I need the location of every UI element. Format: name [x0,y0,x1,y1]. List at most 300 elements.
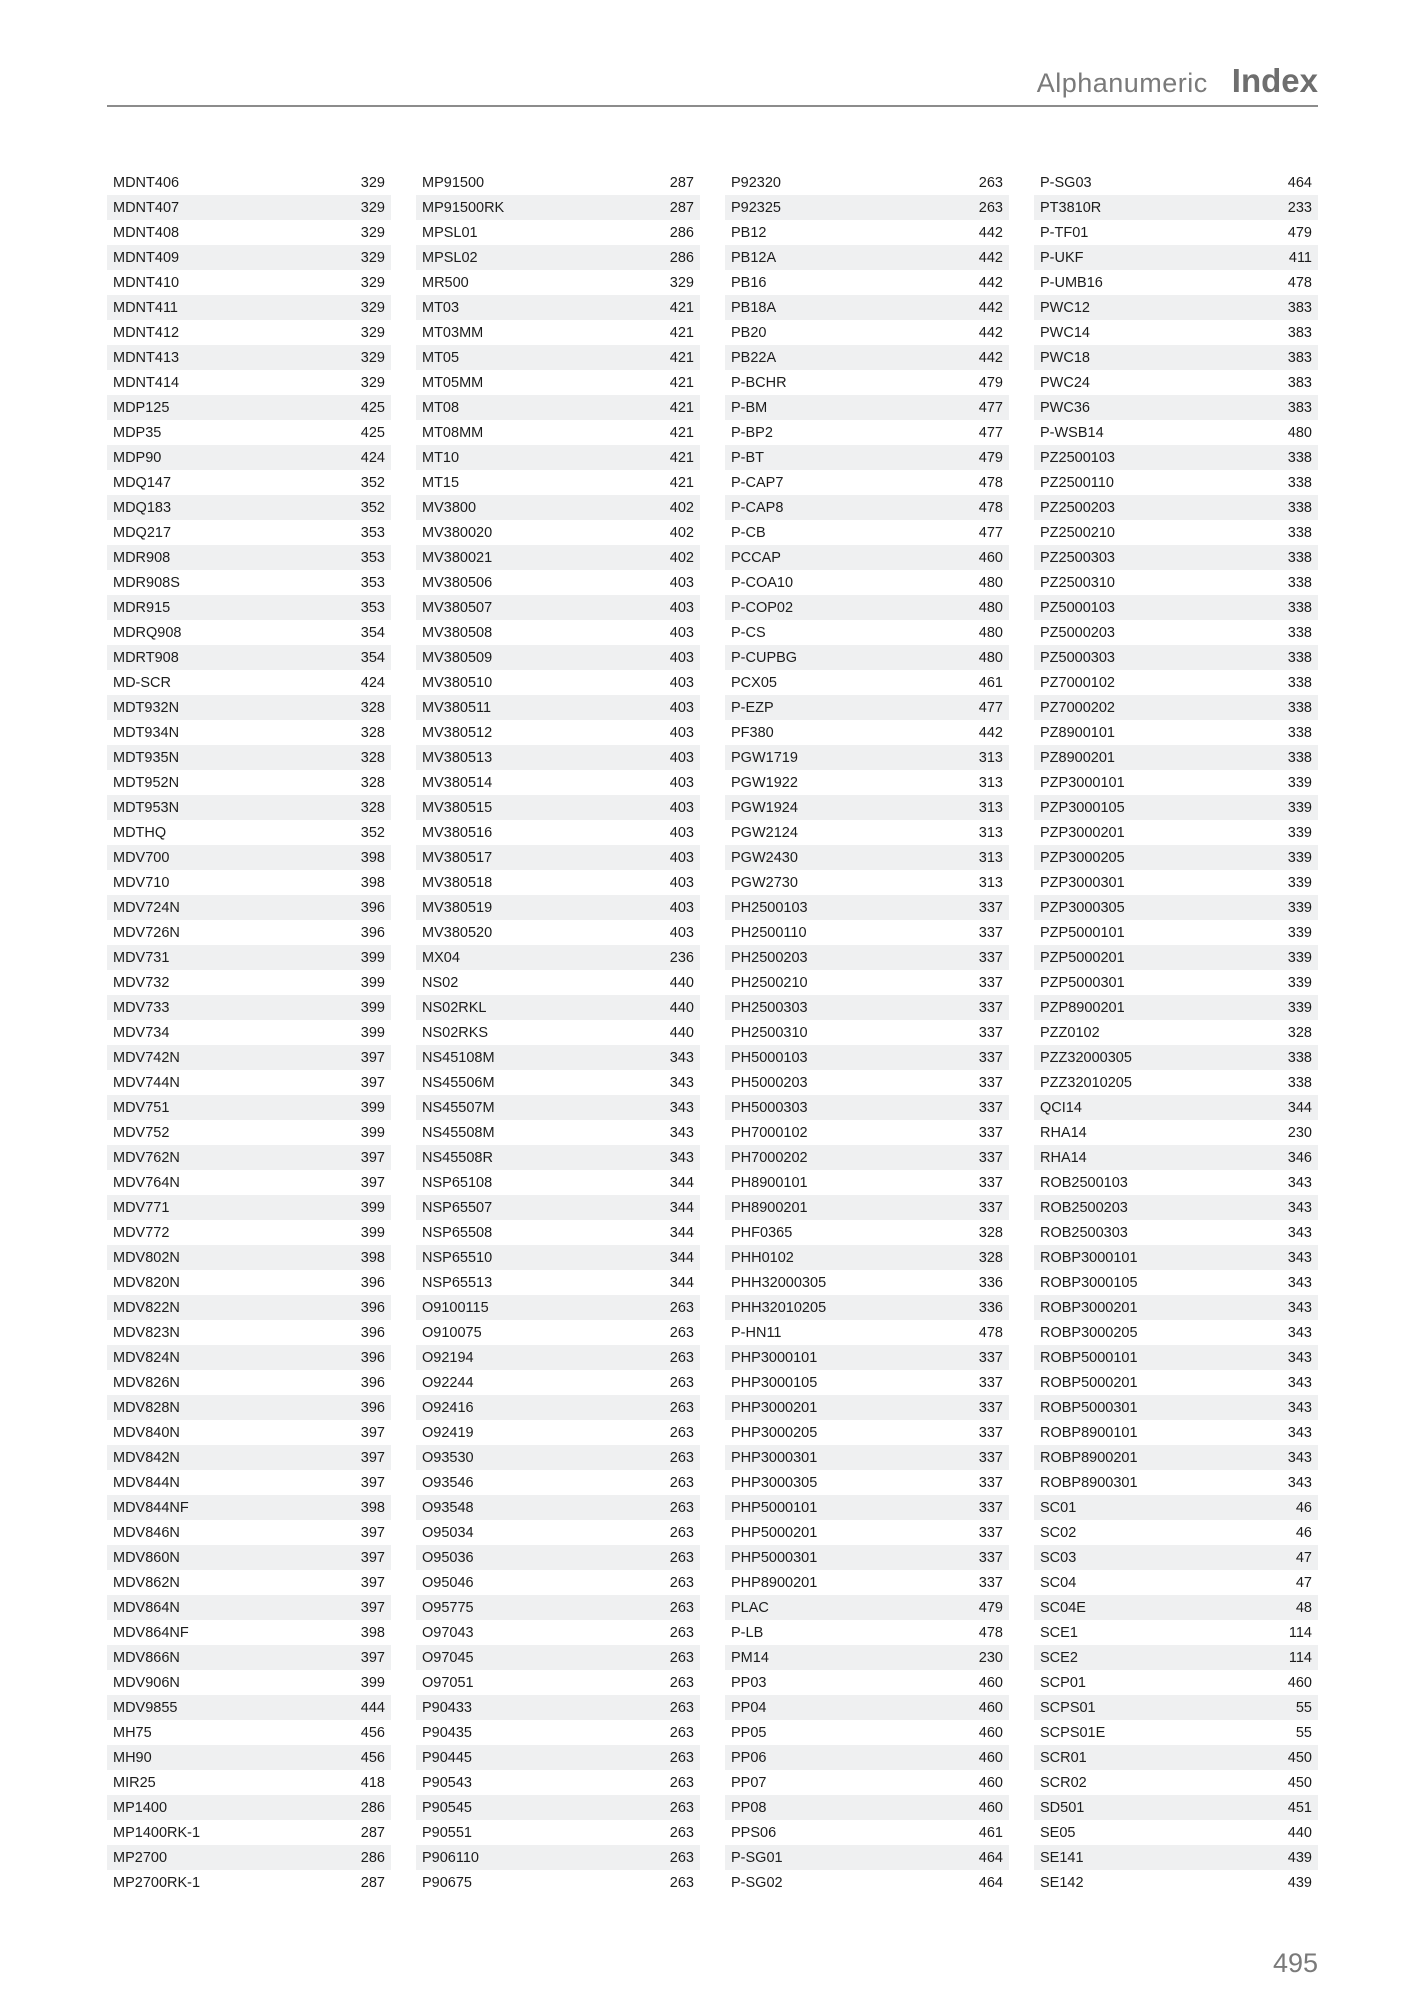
index-entry [725,970,1009,995]
index-entry [107,395,391,420]
index-entry [1034,1745,1318,1770]
page-ref: 263 [669,1449,694,1466]
part-number: ROB2500203 [1040,1199,1128,1216]
page-ref: 403 [669,849,694,866]
part-number: SCE2 [1040,1649,1078,1666]
index-entry [1034,570,1318,595]
page-ref: 328 [978,1224,1003,1241]
page-ref: 337 [978,1449,1003,1466]
page-ref: 329 [360,199,385,216]
part-number: P90433 [422,1699,472,1716]
page-ref: 403 [669,724,694,741]
index-entry [416,970,700,995]
index-entry [107,1820,391,1845]
index-entry [107,1420,391,1445]
index-entry [416,1845,700,1870]
part-number: PZP3000205 [1040,849,1125,866]
page-ref: 403 [669,924,694,941]
index-entry [107,970,391,995]
index-entry [107,520,391,545]
part-number: ROBP5000101 [1040,1349,1138,1366]
index-entry [725,545,1009,570]
part-number: MDQ147 [113,474,172,491]
index-entry [416,1445,700,1470]
index-entry [416,1595,700,1620]
part-number: MP2700RK-1 [113,1874,201,1891]
page-ref: 337 [978,1399,1003,1416]
part-number: PZP3000305 [1040,899,1125,916]
part-number: NS45508M [422,1124,495,1141]
index-entry [725,1870,1009,1895]
index-entry [416,1720,700,1745]
part-number: PHF0365 [731,1224,793,1241]
index-entry [725,195,1009,220]
index-entry [107,295,391,320]
part-number: MT03 [422,299,460,316]
part-number: MDV710 [113,874,170,891]
page-ref: 402 [669,524,694,541]
page-ref: 353 [360,574,385,591]
part-number: PPS06 [731,1824,777,1841]
page-ref: 403 [669,599,694,616]
index-entry [107,620,391,645]
page-ref: 263 [669,1874,694,1891]
index-entry [725,1670,1009,1695]
part-number: O97051 [422,1674,474,1691]
page-ref: 464 [978,1849,1003,1866]
part-number: PHP3000101 [731,1349,818,1366]
page-ref: 263 [669,1624,694,1641]
part-number: MDV822N [113,1299,180,1316]
index-entry [725,1070,1009,1095]
part-number: RHA14 [1040,1124,1087,1141]
part-number: ROBP5000201 [1040,1374,1138,1391]
page-ref: 398 [360,874,385,891]
index-entry [725,470,1009,495]
index-entry [1034,445,1318,470]
index-entry [725,295,1009,320]
page-ref: 399 [360,1224,385,1241]
index-entry [107,1595,391,1620]
index-entry [725,1020,1009,1045]
part-number: MDV771 [113,1199,170,1216]
part-number: MV380506 [422,574,493,591]
part-number: SC04E [1040,1599,1086,1616]
part-number: MDV734 [113,1024,170,1041]
index-entry [725,1270,1009,1295]
part-number: MDNT406 [113,174,180,191]
page-ref: 424 [360,674,385,691]
page-header [1037,62,1318,100]
index-entry [416,570,700,595]
part-number: MV380519 [422,899,493,916]
part-number: PWC18 [1040,349,1090,366]
index-entry [1034,670,1318,695]
part-number: PH8900101 [731,1174,808,1191]
page-ref: 396 [360,1374,385,1391]
page-ref: 313 [978,749,1003,766]
index-entry [416,595,700,620]
index-entry [1034,170,1318,195]
part-number: PZ7000102 [1040,674,1115,691]
page-ref: 343 [1287,1449,1312,1466]
part-number: MT15 [422,474,460,491]
part-number: PZ2500303 [1040,549,1115,566]
index-entry [1034,1120,1318,1145]
index-entry [725,1320,1009,1345]
page-ref: 411 [1288,249,1312,266]
page-ref: 263 [669,1649,694,1666]
index-entry [1034,1395,1318,1420]
part-number: PP07 [731,1774,767,1791]
header-title: Index [1231,62,1318,99]
page-ref: 354 [360,649,385,666]
part-number: PHP3000205 [731,1424,818,1441]
index-entry [416,1670,700,1695]
page-ref: 263 [669,1424,694,1441]
part-number: MP91500RK [422,199,505,216]
page-ref: 337 [978,1374,1003,1391]
page-ref: 460 [978,549,1003,566]
part-number: MDV823N [113,1324,180,1341]
part-number: PZP3000201 [1040,824,1125,841]
page-ref: 338 [1287,524,1312,541]
index-entry [416,1395,700,1420]
index-entry [1034,1245,1318,1270]
index-entry [725,695,1009,720]
index-entry [1034,995,1318,1020]
part-number: PB20 [731,324,767,341]
index-entry [416,820,700,845]
index-entry [416,1470,700,1495]
part-number: PWC14 [1040,324,1090,341]
part-number: MDV820N [113,1274,180,1291]
part-number: MDV844NF [113,1499,189,1516]
page-ref: 480 [978,574,1003,591]
index-entry [107,545,391,570]
part-number: MDV844N [113,1474,180,1491]
index-entry [107,1120,391,1145]
index-entry [107,1445,391,1470]
index-entry [416,370,700,395]
part-number: PZ2500210 [1040,524,1115,541]
part-number: O92244 [422,1374,474,1391]
part-number: NS02RKL [422,999,487,1016]
page-ref: 403 [669,799,694,816]
index-entry [1034,645,1318,670]
index-entry [416,520,700,545]
part-number: PP04 [731,1699,767,1716]
index-entry [725,1595,1009,1620]
index-entry [416,1795,700,1820]
part-number: P-SG01 [731,1849,783,1866]
page-ref: 263 [669,1674,694,1691]
part-number: MDR915 [113,599,171,616]
part-number: MP91500 [422,174,485,191]
part-number: P-BT [731,449,765,466]
page-ref: 399 [360,1199,385,1216]
page-ref: 337 [978,949,1003,966]
index-entry [107,1045,391,1070]
page-ref: 339 [1287,849,1312,866]
index-entry [107,170,391,195]
index-entry [1034,1370,1318,1395]
page-ref: 343 [1287,1174,1312,1191]
index-entry [107,1745,391,1770]
page-number: 495 [1272,1948,1318,1978]
part-number: ROBP3000205 [1040,1324,1138,1341]
index-entry [416,1170,700,1195]
part-number: MDV772 [113,1224,170,1241]
index-column [416,170,700,1895]
page-ref: 343 [1287,1324,1312,1341]
page-ref: 464 [1287,174,1312,191]
index-entry [107,1645,391,1670]
index-entry [416,1120,700,1145]
page-ref: 263 [669,1724,694,1741]
index-entry [1034,370,1318,395]
page-ref: 286 [669,224,694,241]
part-number: PZ7000202 [1040,699,1115,716]
part-number: MV380517 [422,849,493,866]
page-ref: 397 [360,1149,385,1166]
page-ref: 421 [669,449,694,466]
index-entry [416,1095,700,1120]
page-ref: 47 [1295,1549,1312,1566]
index-entry [725,1145,1009,1170]
page-ref: 328 [978,1249,1003,1266]
page-ref: 337 [978,899,1003,916]
page-ref: 396 [360,1324,385,1341]
page-ref: 336 [978,1274,1003,1291]
index-entry [725,1695,1009,1720]
index-entry [107,1345,391,1370]
index-entry [725,1770,1009,1795]
page-ref: 313 [978,849,1003,866]
page-ref: 344 [669,1174,694,1191]
part-number: PZ5000303 [1040,649,1115,666]
index-entry [725,495,1009,520]
page-ref: 313 [978,799,1003,816]
part-number: PGW1924 [731,799,798,816]
part-number: MT05MM [422,374,484,391]
page-ref: 403 [669,874,694,891]
index-entry [1034,720,1318,745]
page-ref: 46 [1295,1524,1312,1541]
page-ref: 329 [360,374,385,391]
part-number: MP1400 [113,1799,168,1816]
page-ref: 48 [1295,1599,1312,1616]
page-ref: 353 [360,549,385,566]
index-entry [725,595,1009,620]
page-ref: 263 [978,174,1003,191]
page-ref: 344 [1287,1099,1312,1116]
page-ref: 425 [360,399,385,416]
part-number: PHP3000305 [731,1474,818,1491]
part-number: NSP65513 [422,1274,493,1291]
part-number: P-BM [731,399,768,416]
page-ref: 480 [978,649,1003,666]
index-entry [107,1620,391,1645]
header-rule [107,105,1318,107]
part-number: PH7000202 [731,1149,808,1166]
part-number: MDR908 [113,549,171,566]
page-ref: 263 [669,1549,694,1566]
index-entry [1034,320,1318,345]
page-ref: 354 [360,624,385,641]
page-ref: 396 [360,1399,385,1416]
part-number: MV380508 [422,624,493,641]
part-number: MH75 [113,1724,152,1741]
index-entry [1034,245,1318,270]
part-number: MDNT414 [113,374,180,391]
page-ref: 338 [1287,574,1312,591]
page-ref: 396 [360,899,385,916]
index-entry [725,870,1009,895]
part-number: MDQ217 [113,524,172,541]
page-ref: 236 [669,949,694,966]
page-ref: 55 [1295,1724,1312,1741]
part-number: MDV846N [113,1524,180,1541]
part-number: SC02 [1040,1524,1077,1541]
page-ref: 442 [978,324,1003,341]
index-entry [107,645,391,670]
part-number: P90551 [422,1824,472,1841]
page-ref: 343 [1287,1474,1312,1491]
page-ref: 398 [360,1624,385,1641]
part-number: PH2500203 [731,949,808,966]
page-ref: 263 [669,1299,694,1316]
index-entry [725,370,1009,395]
index-entry [107,370,391,395]
index-entry [107,245,391,270]
index-entry [725,445,1009,470]
index-entry [107,845,391,870]
index-entry [725,620,1009,645]
index-entry [416,945,700,970]
index-entry [107,670,391,695]
page-ref: 403 [669,774,694,791]
index-entry [725,1570,1009,1595]
index-entry [725,845,1009,870]
part-number: P90675 [422,1874,472,1891]
index-entry [1034,270,1318,295]
page-ref: 337 [978,1024,1003,1041]
part-number: MDNT413 [113,349,180,366]
part-number: PF380 [731,724,774,741]
page-ref: 337 [978,1099,1003,1116]
part-number: PZ8900201 [1040,749,1115,766]
page-ref: 313 [978,774,1003,791]
page-ref: 287 [669,199,694,216]
part-number: MPSL01 [422,224,478,241]
part-number: MX04 [422,949,460,966]
part-number: PGW2124 [731,824,798,841]
page-ref: 442 [978,349,1003,366]
index-entry [725,1470,1009,1495]
index-entry [416,1070,700,1095]
index-entry [107,745,391,770]
page-ref: 397 [360,1549,385,1566]
index-entry [107,1670,391,1695]
part-number: PZP8900201 [1040,999,1125,1016]
page-ref: 263 [669,1399,694,1416]
index-entry [725,1520,1009,1545]
page-ref: 478 [978,1624,1003,1641]
part-number: PZP5000201 [1040,949,1125,966]
page-ref: 339 [1287,874,1312,891]
page-ref: 46 [1295,1499,1312,1516]
page-ref: 313 [978,874,1003,891]
index-entry [725,795,1009,820]
index-entry [107,195,391,220]
index-entry [725,820,1009,845]
page-ref: 338 [1287,649,1312,666]
page-ref: 442 [978,274,1003,291]
index-entry [1034,595,1318,620]
part-number: MDV751 [113,1099,170,1116]
page-ref: 346 [1287,1149,1312,1166]
part-number: MDT932N [113,699,180,716]
part-number: MDV842N [113,1449,180,1466]
part-number: MT05 [422,349,460,366]
page-ref: 287 [360,1824,385,1841]
part-number: PH2500303 [731,999,808,1016]
part-number: MIR25 [113,1774,156,1791]
page-ref: 399 [360,949,385,966]
page-ref: 337 [978,1424,1003,1441]
part-number: PHH32000305 [731,1274,827,1291]
index-entry [107,1495,391,1520]
part-number: PH8900201 [731,1199,808,1216]
part-number: PHP5000201 [731,1524,818,1541]
part-number: MV3800 [422,499,477,516]
part-number: MDV9855 [113,1699,178,1716]
page-ref: 337 [978,924,1003,941]
page-ref: 114 [1288,1649,1312,1666]
part-number: SC03 [1040,1549,1077,1566]
part-number: SCPS01E [1040,1724,1106,1741]
page-ref: 440 [1287,1824,1312,1841]
part-number: MDRQ908 [113,624,182,641]
index-entry [416,1870,700,1895]
part-number: PWC24 [1040,374,1090,391]
page-ref: 337 [978,1124,1003,1141]
index-entry [107,720,391,745]
index-entry [1034,1270,1318,1295]
part-number: MV380510 [422,674,493,691]
index-entry [416,620,700,645]
page-ref: 337 [978,1524,1003,1541]
part-number: MDV726N [113,924,180,941]
index-entry [107,1020,391,1045]
part-number: PP03 [731,1674,767,1691]
part-number: PHP3000201 [731,1399,818,1416]
part-number: PHH0102 [731,1249,794,1266]
page-ref: 337 [978,1174,1003,1191]
page-ref: 343 [669,1149,694,1166]
page-ref: 478 [978,1324,1003,1341]
index-entry [107,1695,391,1720]
index-entry [1034,1595,1318,1620]
index-entry [1034,745,1318,770]
part-number: MDV864N [113,1599,180,1616]
page-ref: 338 [1287,449,1312,466]
part-number: MDNT407 [113,199,180,216]
part-number: O93548 [422,1499,474,1516]
page-ref: 230 [1287,1124,1312,1141]
page-ref: 397 [360,1074,385,1091]
